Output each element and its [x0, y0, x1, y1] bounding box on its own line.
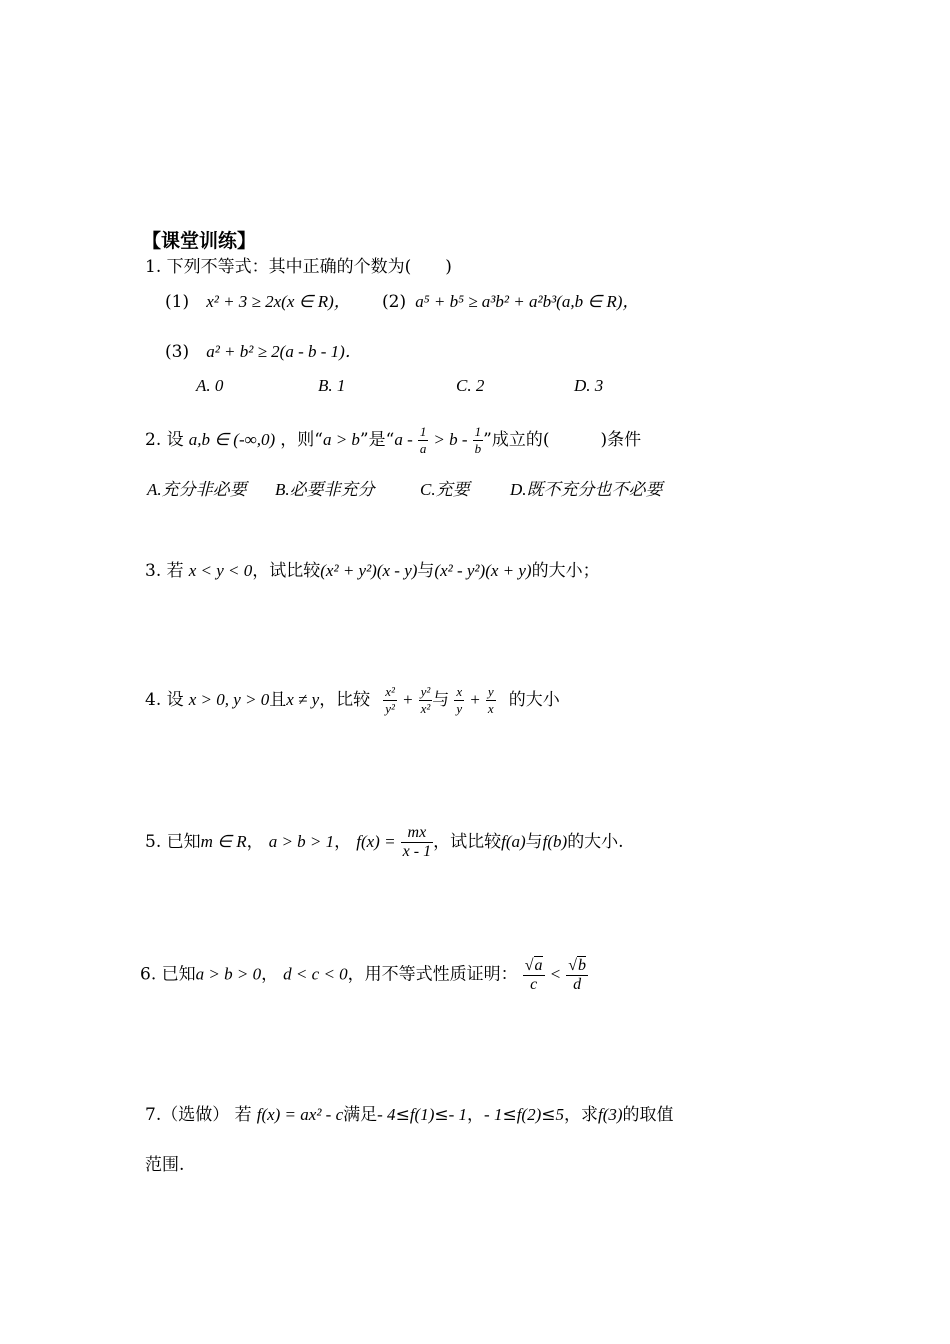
q3-suffix: 的大小； [531, 561, 600, 581]
q3-expression-2: (x² - y²)(x + y) [434, 561, 532, 580]
item-label: (3) [165, 342, 190, 362]
fraction-x-over-y [454, 684, 464, 717]
q7-range-1-low: - 4 [377, 1105, 396, 1124]
denominator: x [487, 701, 494, 716]
q3-text-2: 与 [417, 561, 435, 581]
denominator: d [566, 975, 588, 994]
section-heading: 【课堂训练】 [142, 230, 257, 252]
q2-inequality-1: a > b [322, 430, 360, 449]
fraction-1-over-b [473, 424, 484, 457]
fraction-sqrt-a-over-c [523, 956, 545, 994]
question-1-stem: 1. 下列不等式：其中正确的个数为( ) [145, 257, 452, 277]
q4-prefix: 4. 设 [145, 690, 184, 710]
q7-range-2-high: 5 [555, 1105, 564, 1124]
q2-text-2: ”是“ [359, 430, 395, 450]
question-1-item-2 [382, 287, 639, 312]
q7-text: 满足 [343, 1105, 378, 1125]
q5-text-2: 与 [525, 832, 543, 852]
denominator: x - 1 [402, 843, 432, 860]
fraction-1-over-a [418, 424, 429, 457]
q2-text: ，则“ [280, 430, 323, 450]
denominator: y [456, 701, 463, 716]
q7-prefix: 7.（选做） 若 [145, 1105, 252, 1125]
q7-f3: f(3) [598, 1105, 623, 1124]
separator: ， [467, 1105, 485, 1125]
q7-function: f(x) = ax² - c [256, 1105, 344, 1124]
option-d: D. 3 [574, 376, 604, 395]
option-c: C. 2 [456, 376, 485, 395]
fraction-y-over-x [486, 684, 496, 717]
less-than-sign: < [549, 964, 562, 984]
le-sign: ≤ [434, 1105, 449, 1125]
option-a: A. 0 [196, 376, 224, 395]
radicand: b [578, 957, 586, 974]
question-2-stem [145, 424, 641, 457]
numerator: √b [568, 957, 586, 974]
q4-suffix: 的大小 [508, 690, 560, 710]
denominator: x² [420, 701, 431, 716]
option-b: B. 1 [318, 376, 346, 395]
q5-condition-2: a > b > 1 [268, 832, 335, 851]
q5-fb: f(b) [542, 832, 568, 851]
denominator: b [474, 441, 482, 456]
q3-prefix: 3. 若 [145, 561, 184, 581]
q2-inequality-2-part: a - [394, 430, 413, 449]
separator: ， [261, 964, 279, 985]
q7-text-2: ，求 [564, 1105, 598, 1125]
q5-function: f(x) = [356, 832, 396, 851]
question-7-line-2: 范围. [145, 1155, 185, 1175]
q4-text-2: ，比较 [319, 690, 371, 710]
q4-condition-2: x ≠ y [286, 690, 320, 709]
numerator: √a [524, 957, 543, 974]
fraction-y2-over-x2 [419, 684, 433, 717]
q5-text: ，试比较 [433, 832, 502, 852]
fraction-sqrt-b-over-d [566, 956, 588, 994]
q7-range-2-low: - 1 [484, 1105, 503, 1124]
q2-suffix: ”成立的( )条件 [483, 430, 642, 450]
plus-sign: + [402, 690, 414, 709]
question-3-stem [145, 556, 600, 581]
question-4-stem [145, 684, 560, 717]
q6-text: ，用不等式性质证明： [347, 964, 518, 985]
q3-text: ，试比较 [252, 561, 321, 581]
q2-option-d: D.既不充分也不必要 [510, 480, 663, 499]
q5-suffix: 的大小. [567, 832, 624, 852]
plus-sign: + [469, 690, 481, 709]
q5-prefix: 5. 已知 [145, 832, 201, 852]
denominator: c [523, 975, 545, 994]
le-sign: ≤ [502, 1105, 517, 1125]
q4-text: 且 [269, 690, 287, 710]
math-expression: a⁵ + b⁵ ≥ a³b² + a²b³(a,b ∈ R)， [415, 292, 640, 311]
q5-fa: f(a) [501, 832, 526, 851]
q5-condition-1: m ∈ R [200, 832, 247, 851]
item-label: (2) [382, 292, 407, 312]
separator: ， [334, 832, 352, 852]
q2-inequality-2-part-2: > b - [433, 430, 468, 449]
q7-f1: f(1) [409, 1105, 435, 1124]
numerator: x [456, 684, 463, 699]
numerator: 1 [474, 424, 482, 439]
q6-prefix: 6. 已知 [140, 964, 196, 985]
q2-condition: a,b ∈ (-∞,0) [188, 430, 276, 449]
radicand: a [534, 957, 543, 974]
numerator: y [487, 684, 494, 699]
q7-range-1-high: - 1 [448, 1105, 468, 1124]
q3-condition: x < y < 0 [188, 561, 253, 580]
q2-option-b: B.必要非充分 [275, 480, 375, 499]
q2-option-c: C.充要 [420, 480, 470, 499]
q6-condition-2: d < c < 0 [283, 964, 348, 984]
q6-condition-1: a > b > 0 [195, 964, 262, 984]
fraction-mx-over-x-minus-1 [401, 824, 433, 861]
question-7-stem [145, 1100, 674, 1125]
numerator: y² [420, 684, 431, 699]
math-expression: x² + 3 ≥ 2x(x ∈ R)， [206, 292, 351, 311]
q7-f2: f(2) [516, 1105, 542, 1124]
question-1-item-3 [165, 337, 362, 362]
q2-option-a: A.充分非必要 [147, 480, 247, 499]
question-6-stem [140, 956, 588, 994]
le-sign: ≤ [395, 1105, 410, 1125]
numerator: 1 [419, 424, 427, 439]
separator: ， [246, 832, 264, 852]
question-5-stem [145, 824, 624, 861]
q2-prefix: 2. 设 [145, 430, 184, 450]
item-label: (1) [165, 292, 190, 312]
fraction-x2-over-y2 [383, 684, 397, 717]
denominator: a [419, 441, 427, 456]
question-1-item-1 [165, 287, 351, 312]
q4-condition: x > 0, y > 0 [188, 690, 270, 709]
q4-text-3: 与 [432, 690, 450, 710]
q3-expression-1: (x² + y²)(x - y) [320, 561, 418, 580]
numerator: mx [407, 824, 427, 841]
q7-suffix: 的取值 [622, 1105, 674, 1125]
numerator: x² [385, 684, 395, 699]
le-sign: ≤ [541, 1105, 556, 1125]
math-expression: a² + b² ≥ 2(a - b - 1)． [206, 342, 362, 361]
denominator: y² [385, 701, 395, 716]
